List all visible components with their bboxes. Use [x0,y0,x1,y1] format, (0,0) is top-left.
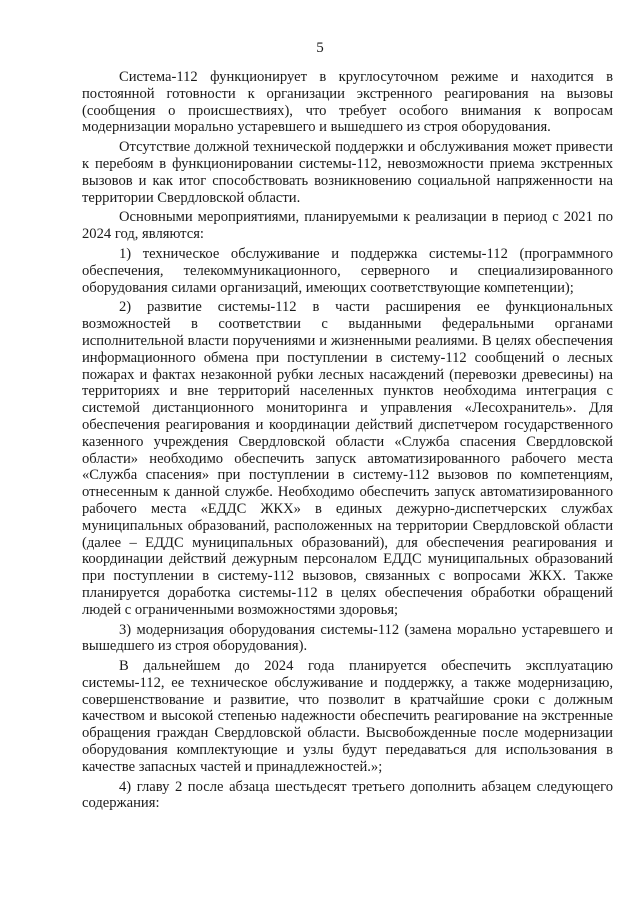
paragraph-future-plans: В дальнейшем до 2024 года планируется обеспечить эксплуатацию системы-112, ее техническое обслуживание и поддержку, а также модернизацию, совершенствование и развитие, что позволит в кратчайшие сроки с должным качеством и высокой степенью надежности обеспечить реагирование на экстренные обращения граждан Свердловской области. Высвобожденные после модернизации оборудования комплектующие и узлы будут передаваться для использования в качестве запасных частей и принадлежностей.»; [82,658,613,775]
paragraph-lack-of-support: Отсутствие должной технической поддержки и обслуживания может привести к перебоям в функционировании системы-112, невозможности приема экстренных вызовов и как итог способствовать возникновению социальной напряженности на территории Свердловской области. [82,139,613,206]
list-item-3: 3) модернизация оборудования системы-112 (замена морально устаревшего и вышедшего из строя оборудования). [82,621,613,655]
document-body [82,69,613,815]
paragraph-main-activities: Основными мероприятиями, планируемыми к реализации в период с 2021 по 2024 год, являются: [82,209,613,243]
page-number: 5 [316,40,324,56]
paragraph-system-112-operation: Система-112 функционирует в круглосуточном режиме и находится в постоянной готовности к организации экстренного реагирования на вызовы (сообщения о происшествиях), что требует особого внимания к вопросам модернизации морально устаревшего и вышедшего из строя оборудования. [82,69,613,136]
list-item-2: 2) развитие системы-112 в части расширения ее функциональных возможностей в соответствии с выданными федеральными органами исполнительной власти поручениями и жизненными реалиями. В целях обеспечения информационного обмена при поступлении в систему-112 сообщений о лесных пожарах и фактах незаконной рубки лесных насаждений (перевозки древесины) на территориях и вне территорий населенных пунктов необходима интеграция с системой дистанционного мониторинга и управления «Лесохранитель». Для обеспечения реагирования и координации действий диспетчером государственного казенного учреждения Свердловской области «Служба спасения Свердловской области» необходимо обеспечить запуск автоматизированного рабочего места «Служба спасения» при поступлении в систему-112 вызовов по компетенциям, отнесенным к данной службе. Необходимо обеспечить запуск автоматизированного рабочего места «ЕДДС ЖКХ» в единых дежурно-диспетчерских службах муниципальных образований, расположенных на территории Свердловской области (далее – ЕДДС муниципальных образований), для обеспечения реагирования и координации действий дежурным персоналом ЕДДС муниципальных образований при поступлении в систему-112 вызовов, связанных с вопросами ЖКХ. Также планируется доработка системы-112 в целях обеспечения обработки обращений людей с ограниченными возможностями здоровья; [82,299,613,618]
list-item-1: 1) техническое обслуживание и поддержка системы-112 (программного обеспечения, телекоммуникационного, серверного и специализированного оборудования силами организаций, имеющих соответствующие компетенции); [82,245,613,296]
list-item-4: 4) главу 2 после абзаца шестьдесят третьего дополнить абзацем следующего содержания: [82,778,613,812]
